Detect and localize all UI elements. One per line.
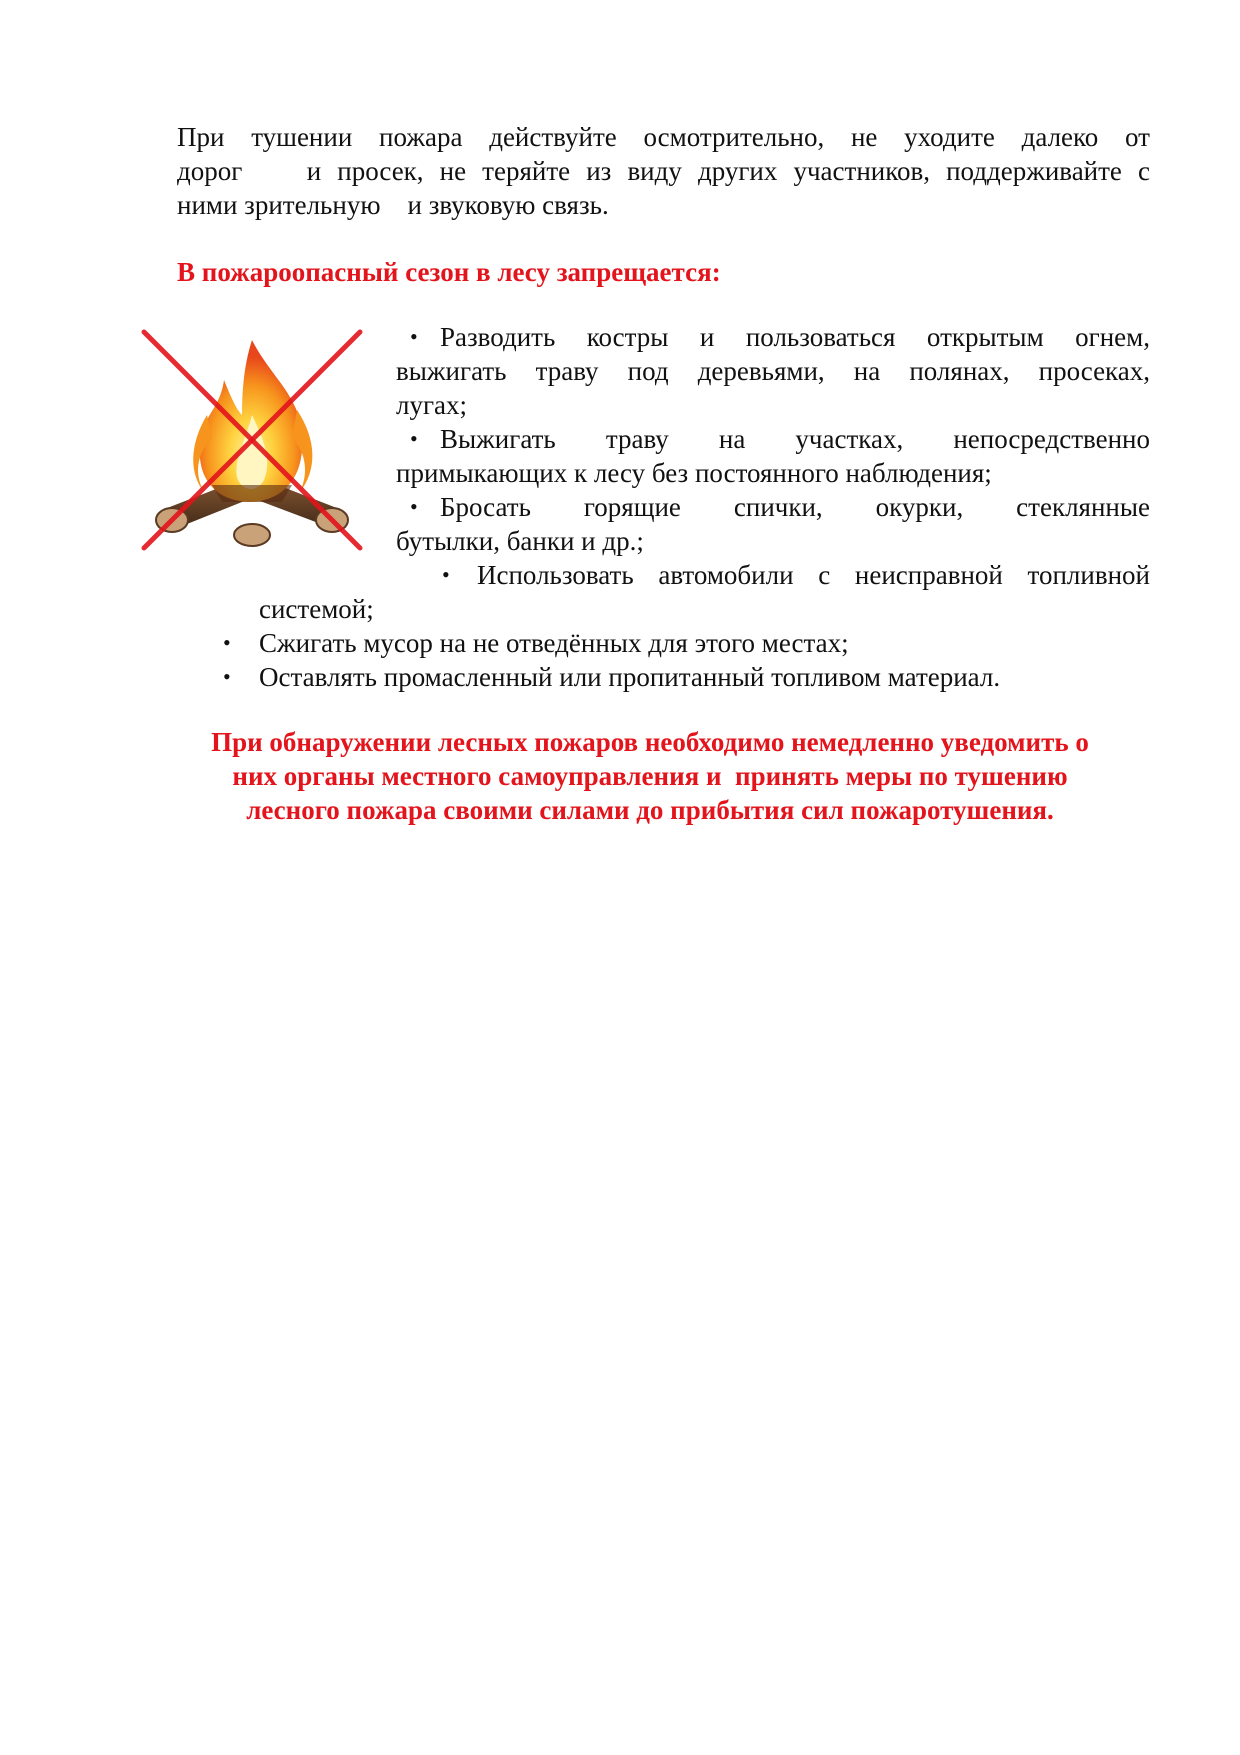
intro-line: При тушении пожара действуйте осмотрительно, не уходите далеко от	[177, 122, 1150, 152]
list-item: • Оставлять промасленный или пропитанный топливом материал.	[259, 660, 1000, 694]
list-item-text: бутылки, банки и др.;	[396, 526, 644, 556]
list-item: • Сжигать мусор на не отведённых для этого местах;	[259, 626, 1000, 660]
section-title: В пожароопасный сезон в лесу запрещается:	[177, 257, 721, 287]
list-item-text: примыкающих к лесу без постоянного наблюдения;	[396, 458, 992, 488]
list-item-text: • Выжигать траву на участках, непосредственно	[396, 422, 1150, 456]
intro-line: дорог и просек, не теряйте из виду других участников, поддерживайте с	[177, 156, 1150, 186]
list-item-text: • Бросать горящие спички, окурки, стеклянные	[396, 490, 1150, 524]
list-item	[396, 422, 1150, 490]
notice-line: них органы местного самоуправления и принять меры по тушению	[232, 761, 1068, 791]
prohibitions-list-fuel	[259, 558, 1150, 626]
list-item-text: системой;	[259, 594, 374, 624]
notice-line: лесного пожара своими силами до прибытия сил пожаротушения.	[246, 795, 1054, 825]
prohibitions-list-wrapped	[396, 320, 1150, 558]
prohibitions-list-plain	[259, 626, 1000, 694]
list-item	[396, 490, 1150, 558]
intro-line: ними зрительную и звуковую связь.	[177, 190, 609, 220]
no-campfire-icon	[132, 320, 372, 560]
list-item	[259, 558, 1150, 626]
list-item	[396, 320, 1150, 422]
fire-notice	[150, 725, 1150, 827]
list-item-text: выжигать траву под деревьями, на полянах, просеках,	[396, 356, 1150, 386]
list-item-text: • Разводить костры и пользоваться открытым огнем,	[396, 320, 1150, 354]
list-item-text: лугах;	[396, 390, 468, 420]
list-item-text: • Использовать автомобили с неисправной топливной	[259, 558, 1150, 592]
intro-paragraph	[177, 120, 1150, 222]
notice-line: При обнаружении лесных пожаров необходимо немедленно уведомить о	[211, 727, 1089, 757]
